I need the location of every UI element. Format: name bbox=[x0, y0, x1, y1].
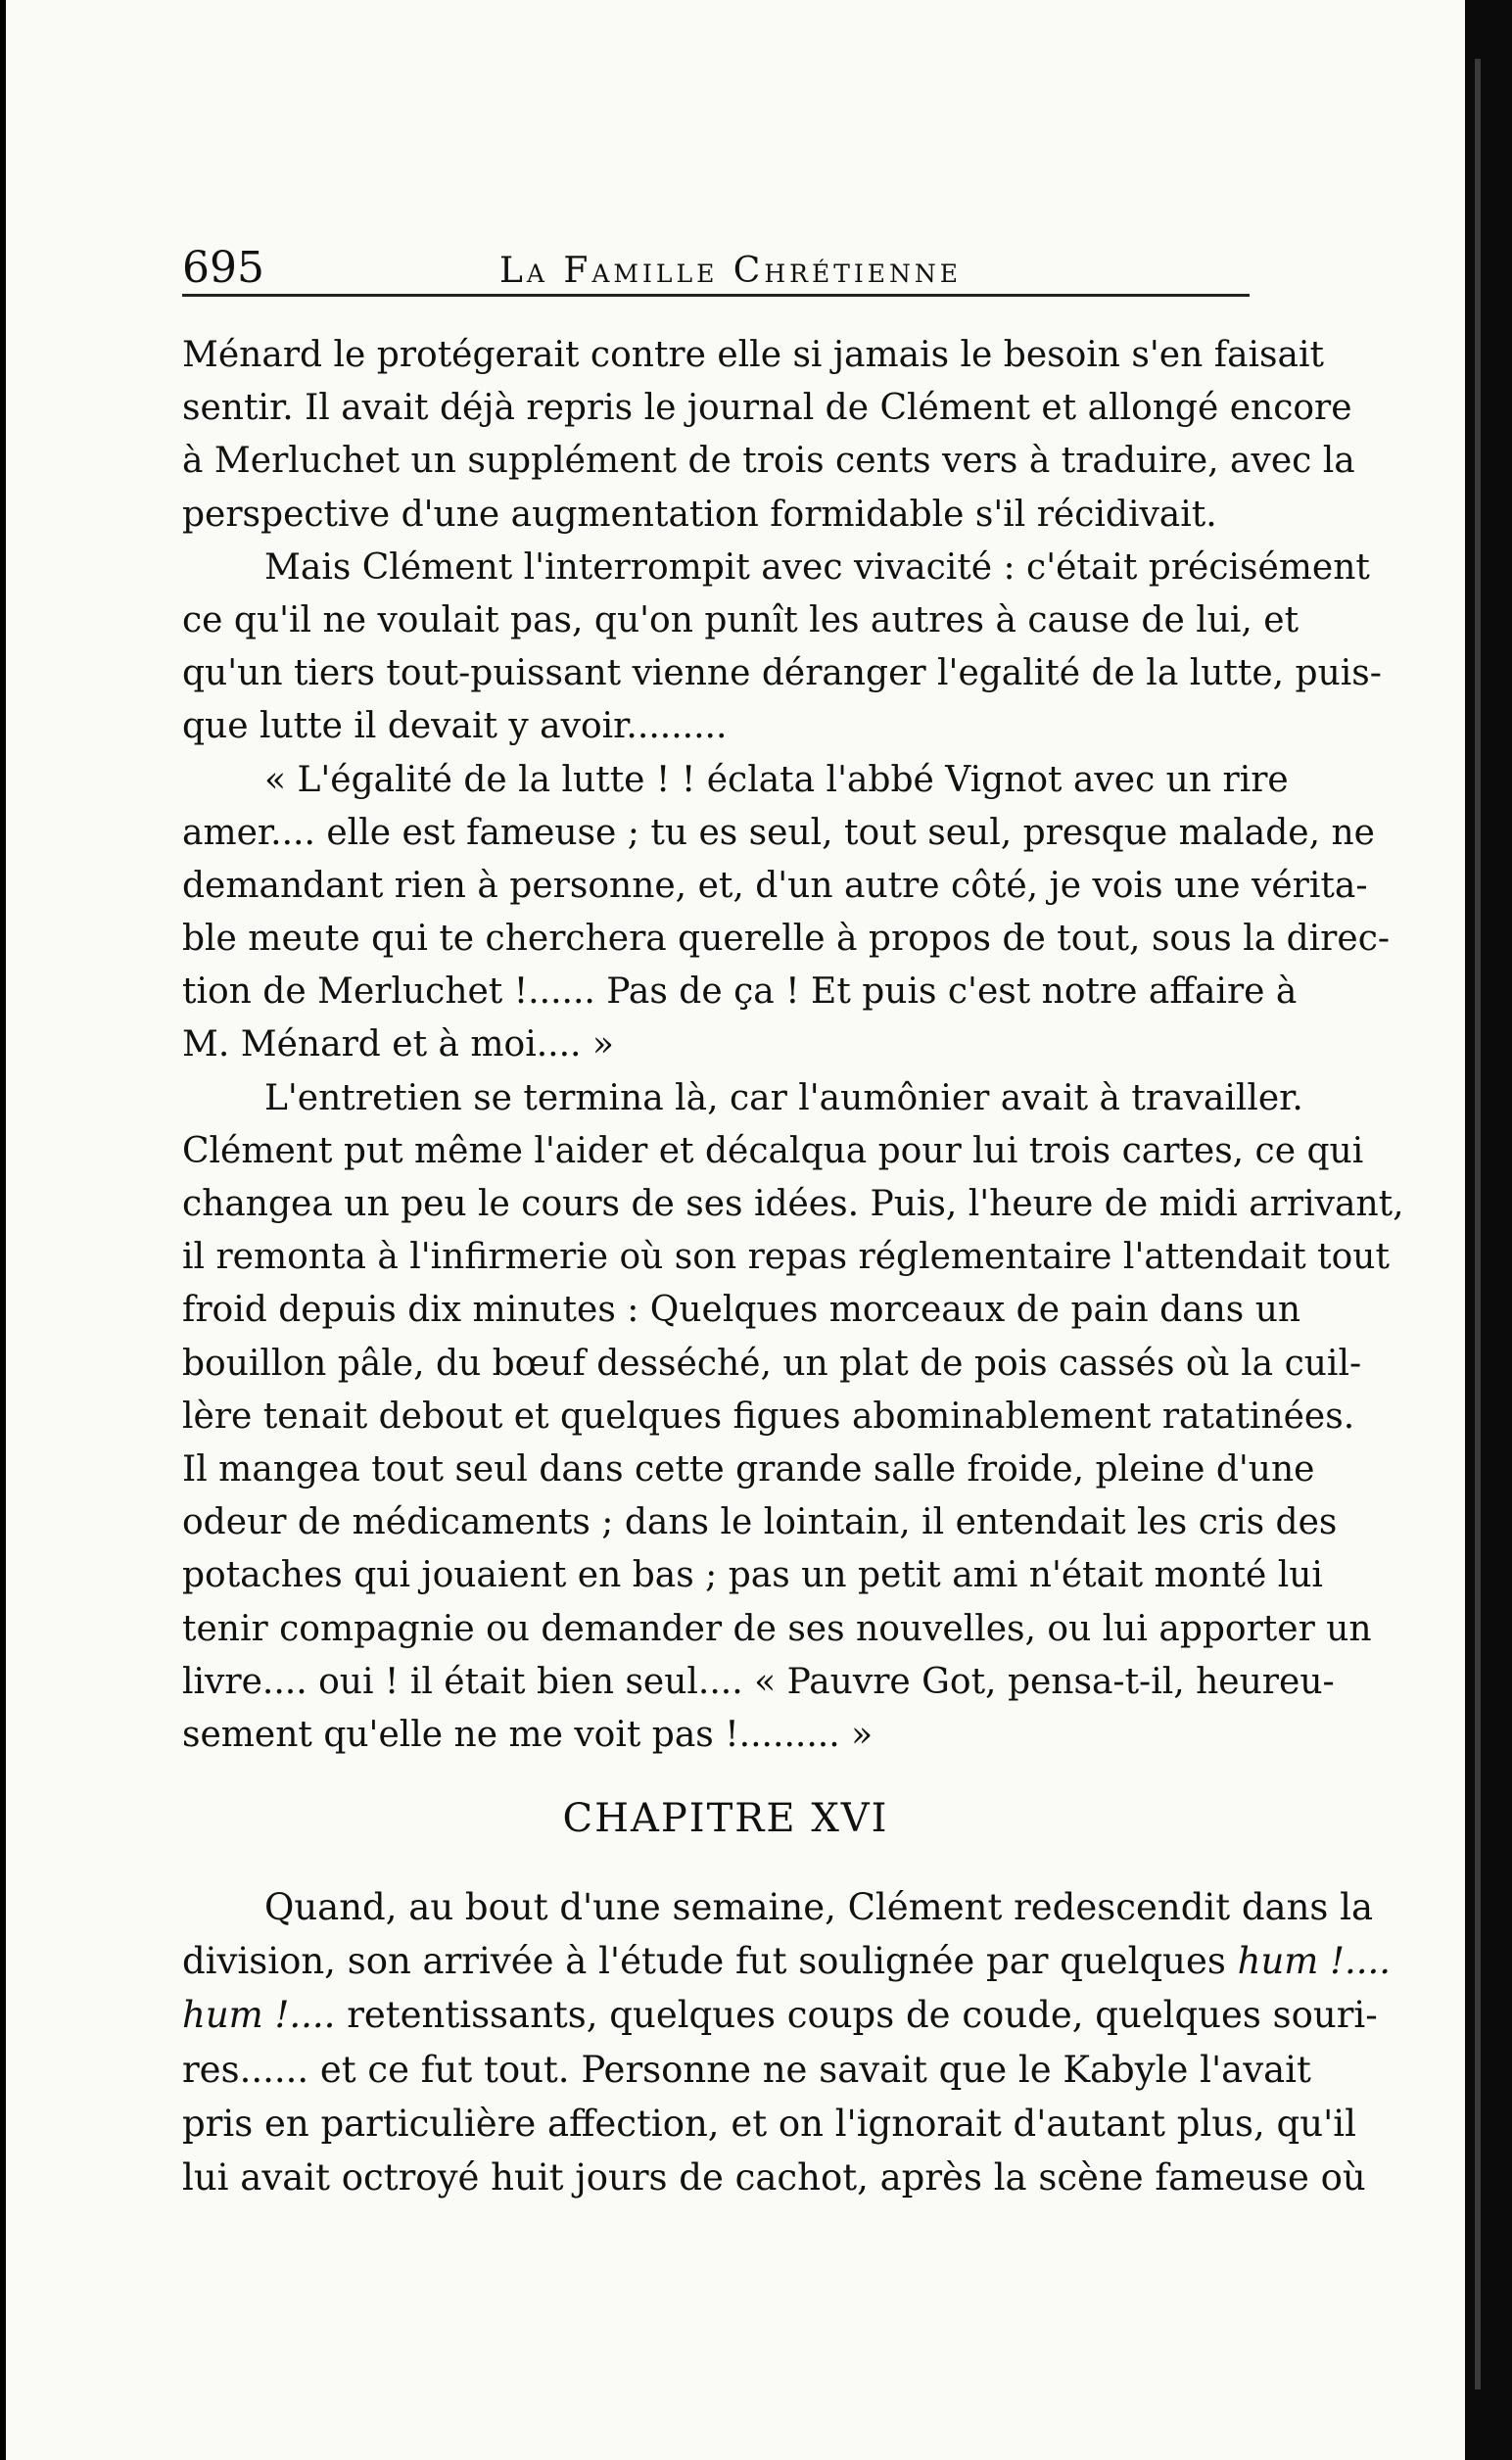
text-line: sentir. Il avait déjà repris le journal de Clément et allongé encore bbox=[182, 388, 1352, 429]
text-line: potaches qui jouaient en bas ; pas un petit ami n'était monté lui bbox=[182, 1555, 1323, 1596]
page-number: 695 bbox=[182, 243, 264, 293]
italic-text: hum !.... bbox=[1237, 1940, 1392, 1983]
text-line: amer.... elle est fameuse ; tu es seul, tout seul, presque malade, ne bbox=[182, 812, 1375, 853]
scan-edge bbox=[1465, 0, 1512, 2460]
text-line: froid depuis dix minutes : Quelques morceaux de pain dans un bbox=[182, 1290, 1301, 1331]
text-line: ce qu'il ne voulait pas, qu'on punît les autres à cause de lui, et bbox=[182, 599, 1299, 640]
text-line: demandant rien à personne, et, d'un autre côté, je vois une vérita- bbox=[182, 865, 1368, 906]
text-segment: division, son arrivée à l'étude fut soulignée par quelques bbox=[182, 1940, 1226, 1983]
text-line: Quand, au bout d'une semaine, Clément redescendit dans la bbox=[264, 1886, 1374, 1928]
text-line: Il mangea tout seul dans cette grande salle froide, pleine d'une bbox=[182, 1448, 1315, 1490]
text-line: que lutte il devait y avoir......... bbox=[182, 706, 728, 747]
text-line: M. Ménard et à moi.... » bbox=[182, 1024, 614, 1065]
text-line: changea un peu le cours de ses idées. Puis, l'heure de midi arrivant, bbox=[182, 1184, 1404, 1224]
header-rule bbox=[182, 294, 1250, 297]
text-line: sement qu'elle ne me voit pas !......... » bbox=[182, 1714, 874, 1755]
text-line bbox=[182, 1988, 1378, 2042]
text-line: pris en particulière affection, et on l'ignorait d'autant plus, qu'il bbox=[182, 2102, 1356, 2145]
text-line: res...... et ce fut tout. Personne ne savait que le Kabyle l'avait bbox=[182, 2048, 1311, 2091]
page-fold bbox=[1475, 59, 1481, 2389]
running-title: La Famille Chrétienne bbox=[499, 251, 963, 291]
text-line bbox=[182, 1934, 1392, 1988]
text-line: qu'un tiers tout-puissant vienne déranger l'egalité de la lutte, puis- bbox=[182, 653, 1382, 694]
text-line: à Merluchet un supplément de trois cents vers à traduire, avec la bbox=[182, 441, 1355, 482]
text-line: bouillon pâle, du bœuf desséché, un plat de pois cassés où la cuil- bbox=[182, 1343, 1362, 1384]
text-line: livre.... oui ! il était bien seul.... « Pauvre Got, pensa-t-il, heureu- bbox=[182, 1661, 1335, 1702]
italic-text: hum !.... bbox=[182, 1994, 336, 2037]
text-line: il remonta à l'infirmerie où son repas réglementaire l'attendait tout bbox=[182, 1237, 1390, 1278]
text-line: lère tenait debout et quelques figues abominablement ratatinées. bbox=[182, 1396, 1355, 1437]
text-segment: retentissants, quelques coups de coude, quelques souri- bbox=[347, 1994, 1378, 2037]
text-line: odeur de médicaments ; dans le lointain, il entendait les cris des bbox=[182, 1502, 1338, 1543]
text-line: Clément put même l'aider et décalqua pour lui trois cartes, ce qui bbox=[182, 1130, 1364, 1171]
chapter-heading: CHAPITRE XVI bbox=[562, 1796, 889, 1841]
text-line: Ménard le protégerait contre elle si jamais le besoin s'en faisait bbox=[182, 335, 1324, 375]
text-line: tion de Merluchet !...... Pas de ça ! Et puis c'est notre affaire à bbox=[182, 971, 1298, 1013]
text-line: ble meute qui te cherchera querelle à propos de tout, sous la direc- bbox=[182, 919, 1391, 960]
chapter-text bbox=[182, 1880, 1392, 2204]
text-line: « L'égalité de la lutte ! ! éclata l'abbé Vignot avec un rire bbox=[264, 759, 1289, 800]
body-text bbox=[182, 329, 1404, 1762]
text-line: tenir compagnie ou demander de ses nouvelles, ou lui apporter un bbox=[182, 1608, 1372, 1649]
text-line: perspective d'une augmentation formidable s'il récidivait. bbox=[182, 494, 1217, 535]
text-line: Mais Clément l'interrompit avec vivacité : c'était précisément bbox=[264, 546, 1370, 588]
text-line: lui avait octroyé huit jours de cachot, après la scène fameuse où bbox=[182, 2155, 1366, 2199]
text-line: L'entretien se termina là, car l'aumônier avait à travailler. bbox=[264, 1077, 1303, 1118]
page-header bbox=[182, 243, 1250, 311]
